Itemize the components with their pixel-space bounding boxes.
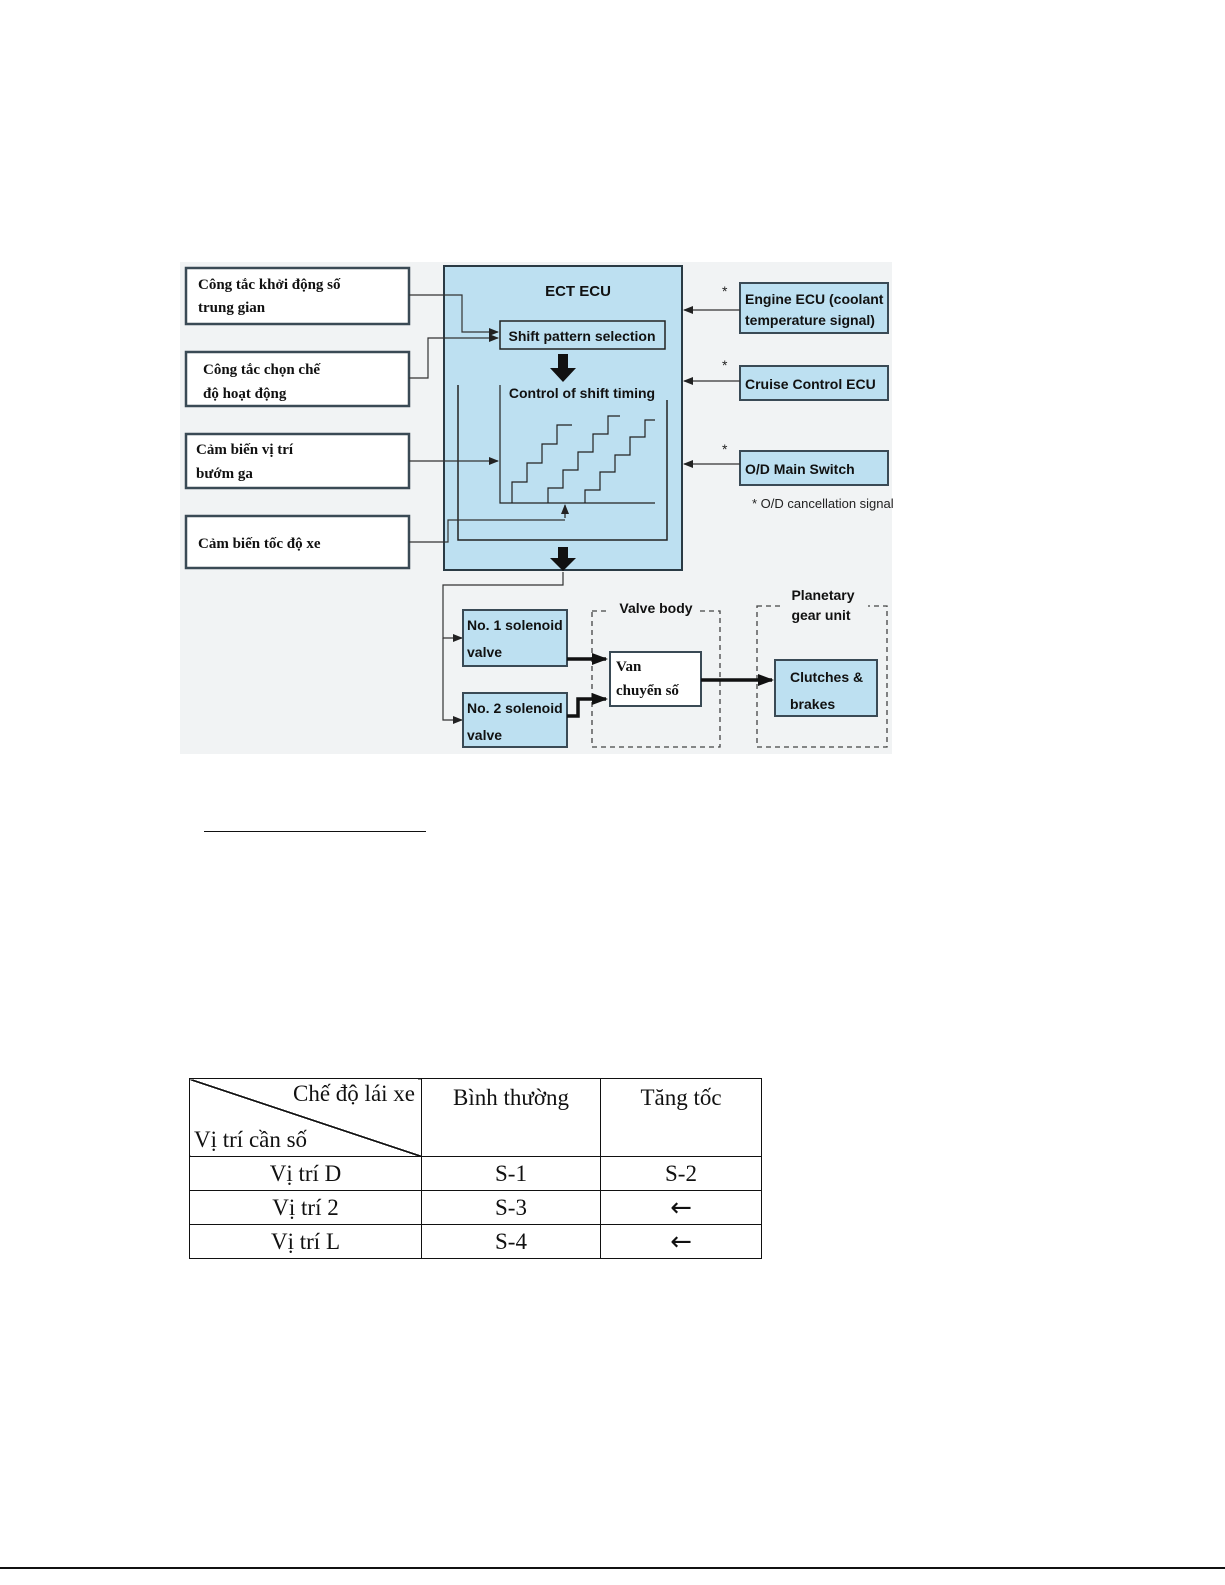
header-drive-mode: Chế độ lái xe bbox=[293, 1081, 415, 1106]
ect-ecu-box bbox=[444, 266, 682, 570]
od-cancellation-note: * O/D cancellation signal bbox=[752, 496, 894, 511]
input-label-engine-ecu-2: temperature signal) bbox=[745, 312, 875, 328]
input-label-od-switch: O/D Main Switch bbox=[745, 461, 855, 477]
cell-normal: S-1 bbox=[422, 1157, 601, 1191]
input-label-throttle-1: Cảm biến vị trí bbox=[196, 442, 294, 458]
left-arrow-icon: ← bbox=[601, 1191, 762, 1225]
header-normal: Bình thường bbox=[422, 1079, 601, 1157]
cell-accel: S-2 bbox=[601, 1157, 762, 1191]
planetary-label-1: Planetary bbox=[791, 587, 855, 603]
solenoid-2-label-2: valve bbox=[467, 727, 503, 743]
ect-control-diagram bbox=[0, 0, 1225, 760]
page-bottom-rule bbox=[0, 1567, 1225, 1569]
header-lever-position: Vị trí cần số bbox=[194, 1127, 308, 1152]
clutches-label-1: Clutches & bbox=[790, 669, 864, 685]
solenoid-2-label-1: No. 2 solenoid bbox=[467, 700, 563, 716]
horizontal-rule bbox=[204, 831, 426, 832]
star-mark: * bbox=[722, 441, 728, 457]
shift-valve-label-1: Van bbox=[616, 659, 642, 675]
solenoid-1-label-2: valve bbox=[467, 644, 503, 660]
input-label-cruise-ecu: Cruise Control ECU bbox=[745, 376, 876, 392]
cell-normal: S-3 bbox=[422, 1191, 601, 1225]
cell-position: Vị trí 2 bbox=[190, 1191, 422, 1225]
star-mark: * bbox=[722, 283, 728, 299]
input-label-speed: Cảm biến tốc độ xe bbox=[198, 536, 321, 552]
table-corner-cell bbox=[190, 1079, 422, 1157]
input-label-mode-1: Công tắc chọn chế bbox=[203, 362, 321, 378]
input-label-throttle-2: bướm ga bbox=[196, 466, 253, 482]
solenoid-1-label-1: No. 1 solenoid bbox=[467, 617, 563, 633]
left-arrow-icon: ← bbox=[601, 1225, 762, 1259]
table-header-row bbox=[190, 1079, 762, 1157]
drive-mode-table bbox=[189, 1078, 762, 1259]
cell-normal: S-4 bbox=[422, 1225, 601, 1259]
header-acceleration: Tăng tốc bbox=[601, 1079, 762, 1157]
planetary-label-2: gear unit bbox=[791, 607, 851, 623]
shift-pattern-label: Shift pattern selection bbox=[508, 328, 656, 344]
input-label-overdrive-2: trung gian bbox=[198, 300, 266, 316]
cell-position: Vị trí D bbox=[190, 1157, 422, 1191]
shift-valve-label-2: chuyển số bbox=[616, 683, 679, 699]
shift-timing-label: Control of shift timing bbox=[508, 385, 656, 401]
table-row bbox=[190, 1191, 762, 1225]
clutches-label-2: brakes bbox=[790, 696, 836, 712]
table-row bbox=[190, 1225, 762, 1259]
ect-ecu-title: ECT ECU bbox=[545, 283, 611, 300]
input-label-engine-ecu-1: Engine ECU (coolant bbox=[745, 291, 884, 307]
cell-position: Vị trí L bbox=[190, 1225, 422, 1259]
valve-body-label: Valve body bbox=[619, 600, 693, 616]
table-row bbox=[190, 1157, 762, 1191]
star-mark: * bbox=[722, 357, 728, 373]
input-label-mode-2: độ hoạt động bbox=[203, 386, 287, 402]
input-label-overdrive-1: Công tắc khởi động số bbox=[198, 277, 341, 293]
